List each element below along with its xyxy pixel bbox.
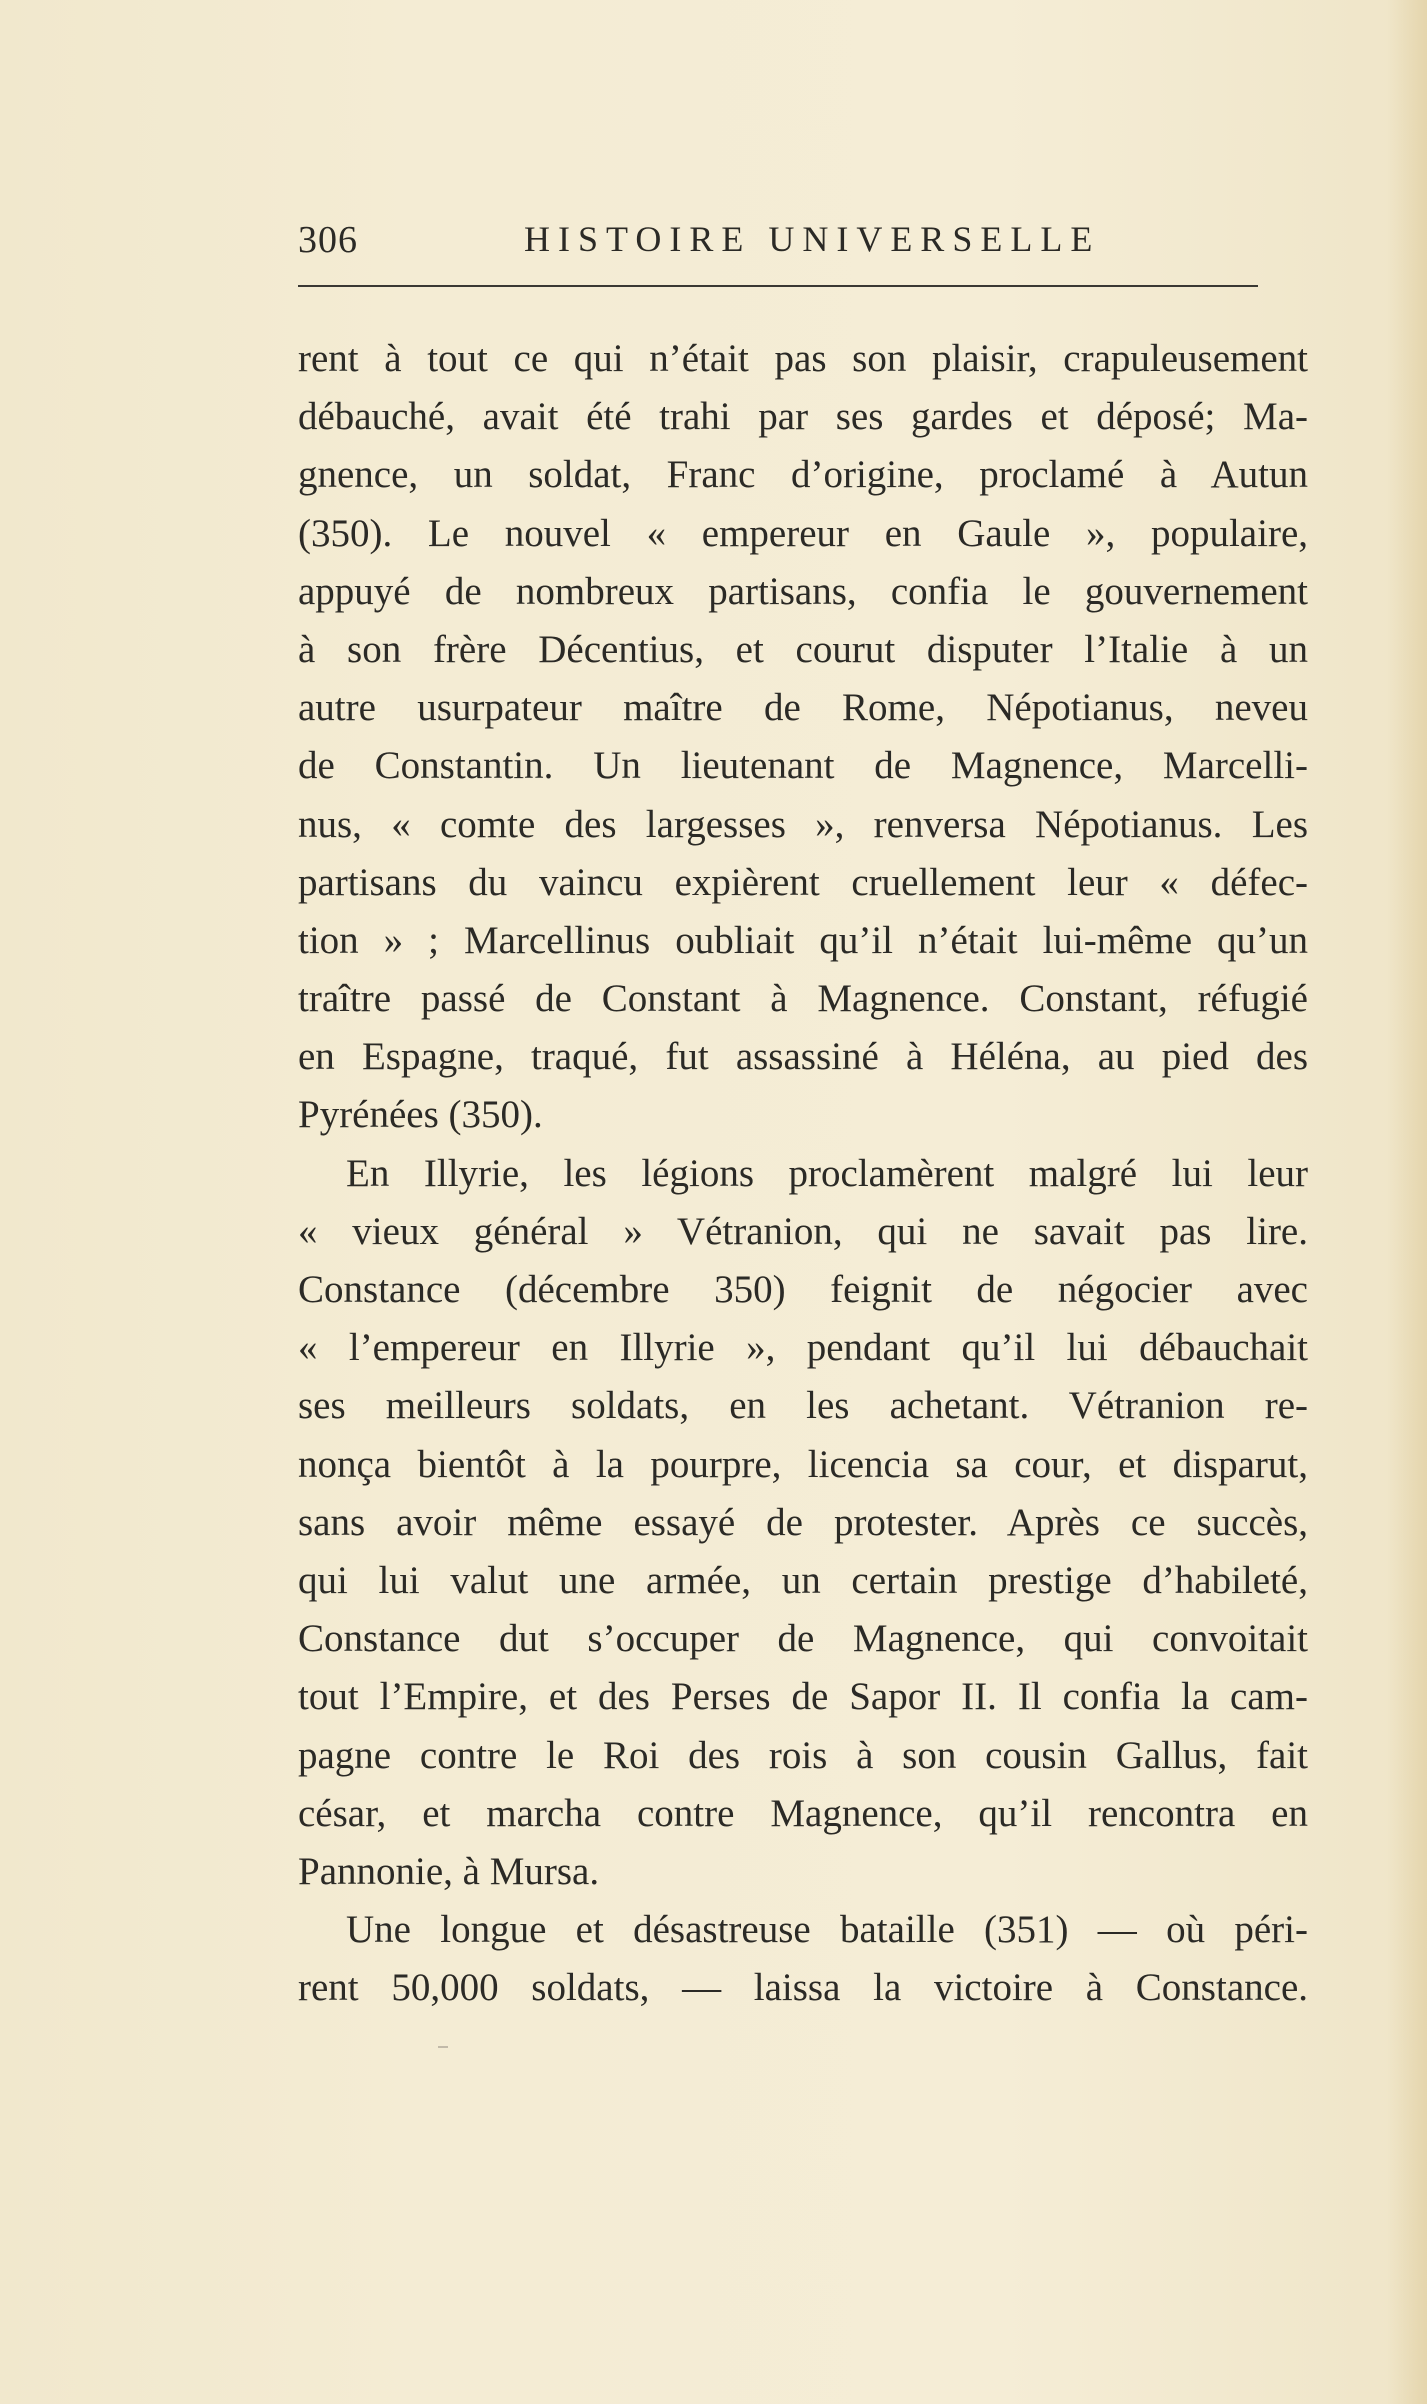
page-header <box>298 218 1258 268</box>
text-line: césar, et marcha contre Magnence, qu’il rencontra en <box>298 1791 1308 1835</box>
text-line: ses meilleurs soldats, en les achetant. Vétranion re- <box>298 1384 1308 1428</box>
text-line: débauché, avait été trahi par ses gardes et déposé; Ma- <box>298 395 1308 439</box>
text-line: sans avoir même essayé de protester. Après ce succès, <box>298 1500 1308 1544</box>
text-line: En Illyrie, les légions proclamèrent malgré lui leur <box>346 1151 1308 1195</box>
text-line: qui lui valut une armée, un certain prestige d’habileté, <box>298 1558 1308 1602</box>
paper-speck <box>438 2046 448 2048</box>
text-line: (350). Le nouvel « empereur en Gaule », populaire, <box>298 511 1308 555</box>
text-line: nonça bientôt à la pourpre, licencia sa cour, et disparut, <box>298 1442 1308 1486</box>
text-line: gnence, un soldat, Franc d’origine, proclamé à Autun <box>298 453 1308 497</box>
text-line: appuyé de nombreux partisans, confia le gouvernement <box>298 569 1308 613</box>
text-line: Une longue et désastreuse bataille (351) — où péri- <box>346 1908 1308 1952</box>
body-text <box>298 330 1308 2017</box>
text-line: rent 50,000 soldats, — laissa la victoire à Constance. <box>298 1966 1308 2010</box>
text-line: rent à tout ce qui n’était pas son plaisir, crapuleusement <box>298 337 1308 380</box>
text-line: Constance (décembre 350) feignit de négocier avec <box>298 1268 1308 1311</box>
text-line: Pannonie, à Mursa. <box>298 1849 600 1893</box>
running-title: HISTOIRE UNIVERSELLE <box>524 219 1101 259</box>
text-line: Pyrénées (350). <box>298 1093 543 1137</box>
text-line: partisans du vaincu expièrent cruellement leur « défec- <box>298 860 1308 904</box>
page-edge-shadow <box>1387 0 1427 2404</box>
text-line: Constance dut s’occuper de Magnence, qui convoitait <box>298 1617 1308 1661</box>
text-line: traître passé de Constant à Magnence. Constant, réfugié <box>298 977 1308 1021</box>
header-rule <box>298 285 1258 287</box>
text-line: autre usurpateur maître de Rome, Népotianus, neveu <box>298 686 1308 730</box>
text-line: nus, « comte des largesses », renversa Népotianus. Les <box>298 802 1308 846</box>
text-line: « l’empereur en Illyrie », pendant qu’il lui débauchait <box>298 1326 1308 1370</box>
page-number: 306 <box>298 219 358 261</box>
text-line: en Espagne, traqué, fut assassiné à Héléna, au pied des <box>298 1035 1308 1079</box>
text-line: « vieux général » Vétranion, qui ne savait pas lire. <box>298 1209 1308 1253</box>
text-line: tout l’Empire, et des Perses de Sapor II. Il confia la cam- <box>298 1675 1308 1719</box>
text-line: à son frère Décentius, et courut disputer l’Italie à un <box>298 627 1308 671</box>
text-line: pagne contre le Roi des rois à son cousin Gallus, fait <box>298 1733 1308 1777</box>
text-line: de Constantin. Un lieutenant de Magnence, Marcelli- <box>298 744 1308 788</box>
text-line: tion » ; Marcellinus oubliait qu’il n’était lui-même qu’un <box>298 918 1308 962</box>
